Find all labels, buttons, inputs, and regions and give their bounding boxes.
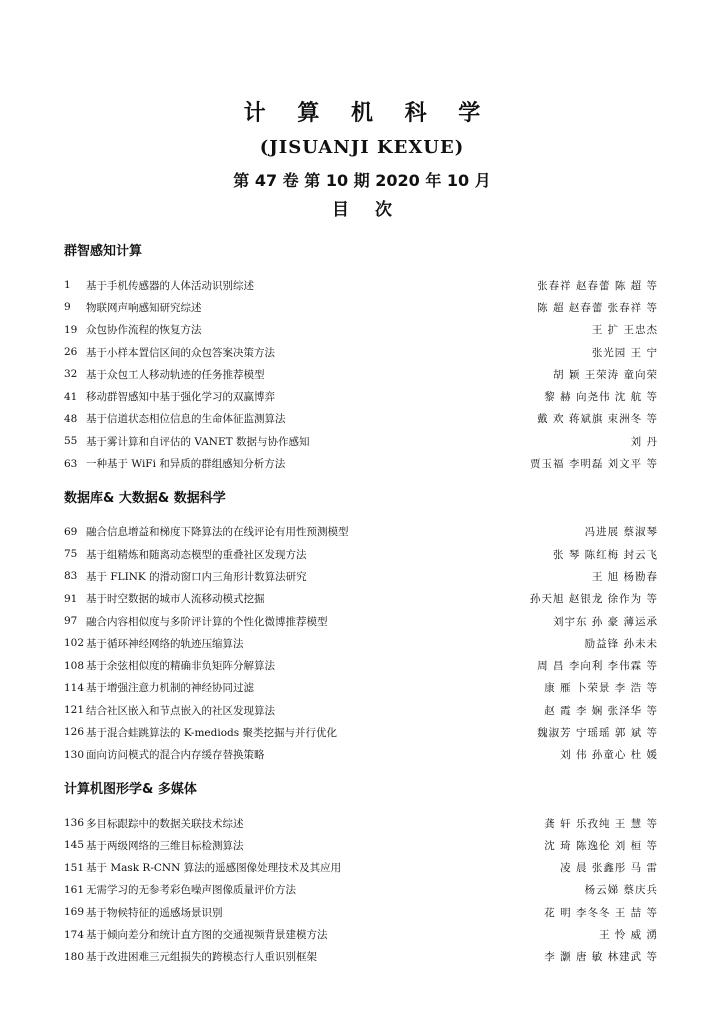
entry-title: 物联网声响感知研究综述 <box>86 301 202 314</box>
entry-title: 基于众包工人移动轨迹的任务推荐模型 <box>86 368 265 381</box>
toc-entry[interactable] <box>64 677 658 699</box>
entry-page-number: 114 <box>64 681 85 694</box>
entry-title: 基于雾计算和自评估的 VANET 数据与协作感知 <box>86 435 310 448</box>
entry-authors: 魏淑芳 宁瑶瑶 郭 斌 等 <box>537 726 658 739</box>
journal-header <box>0 96 724 220</box>
entry-title: 基于 FLINK 的滑动窗口内三角形计数算法研究 <box>86 570 307 583</box>
entry-authors: 王 怜 威 湧 <box>598 929 658 942</box>
entry-title: 基于余弦相似度的精确非负矩阵分解算法 <box>86 660 275 673</box>
entry-page-number: 9 <box>64 301 71 314</box>
toc-entry[interactable] <box>64 744 658 766</box>
entry-page-number: 169 <box>64 906 85 919</box>
entry-page-number: 41 <box>64 390 78 403</box>
entry-title: 基于小样本置信区间的众包答案决策方法 <box>86 346 275 359</box>
toc-entry[interactable] <box>64 879 658 901</box>
entry-title: 基于混合蛙跳算法的 K-mediods 聚类挖掘与并行优化 <box>86 726 337 739</box>
entry-page-number: 91 <box>64 592 78 605</box>
toc-entry[interactable] <box>64 901 658 923</box>
entry-page-number: 75 <box>64 548 78 561</box>
toc-entry[interactable] <box>64 610 658 632</box>
toc-entry[interactable] <box>64 632 658 654</box>
entry-page-number: 102 <box>64 637 85 650</box>
entry-title: 面向访问模式的混合内存缓存替换策略 <box>86 749 265 762</box>
toc-entry[interactable] <box>64 946 658 968</box>
entry-title: 一种基于 WiFi 和异质的群组感知分析方法 <box>86 458 286 471</box>
entry-authors: 刘宇东 孙 豪 薄运承 <box>552 615 658 628</box>
entry-page-number: 126 <box>64 726 85 739</box>
section-title: 数据库& 大数据& 数据科学 <box>64 490 226 506</box>
entry-page-number: 121 <box>64 704 85 717</box>
entry-title: 基于时空数据的城市人流移动模式挖掘 <box>86 593 265 606</box>
entry-title: 融合信息增益和梯度下降算法的在线评论有用性预测模型 <box>86 526 349 539</box>
entry-page-number: 180 <box>64 950 85 963</box>
entry-title: 众包协作流程的恢复方法 <box>86 324 202 337</box>
journal-pinyin-title: (JISUANJI KEXUE) <box>259 137 465 158</box>
entry-page-number: 19 <box>64 323 78 336</box>
toc-section <box>64 242 658 475</box>
entry-authors: 贾玉福 李明磊 刘文平 等 <box>529 458 658 471</box>
entry-authors: 戴 欢 蒋斌旗 束洲冬 等 <box>537 413 658 426</box>
toc-entry[interactable] <box>64 385 658 407</box>
entry-page-number: 136 <box>64 817 85 830</box>
toc-heading: 目 次 <box>332 200 402 220</box>
entry-authors: 孙天旭 赵银龙 徐作为 等 <box>529 593 658 606</box>
entry-page-number: 48 <box>64 412 78 425</box>
entry-title: 移动群智感知中基于强化学习的双赢博弈 <box>86 391 275 404</box>
entry-authors: 赵 霞 李 娴 张泽华 等 <box>544 704 658 717</box>
entry-authors: 王 旭 杨勘春 <box>591 570 658 583</box>
toc-section <box>64 780 658 968</box>
entry-authors: 黎 赫 向尧伟 沈 航 等 <box>544 391 658 404</box>
entry-page-number: 83 <box>64 570 78 583</box>
entry-authors: 花 明 李冬冬 王 喆 等 <box>544 906 658 919</box>
toc-entry[interactable] <box>64 296 658 318</box>
entry-authors: 刘 伟 孙童心 杜 媛 <box>560 749 658 762</box>
table-of-contents <box>64 242 658 982</box>
entry-title: 基于手机传感器的人体活动识别综述 <box>86 279 254 292</box>
entry-authors: 李 灏 唐 敏 林建武 等 <box>544 951 658 964</box>
toc-entry[interactable] <box>64 923 658 945</box>
entry-authors: 胡 颖 王荣涛 童向荣 <box>552 368 658 381</box>
entry-page-number: 145 <box>64 839 85 852</box>
toc-entry[interactable] <box>64 363 658 385</box>
entry-authors: 张 琴 陈红梅 封云飞 <box>552 548 658 561</box>
entry-authors: 王 扩 王忠杰 <box>591 324 658 337</box>
entry-title: 多目标跟踪中的数据关联技术综述 <box>86 817 244 830</box>
entry-title: 基于增强注意力机制的神经协同过滤 <box>86 682 254 695</box>
entry-title: 融合内容相似度与多阶评计算的个性化微博推荐模型 <box>86 615 328 628</box>
entry-page-number: 151 <box>64 861 85 874</box>
toc-entry[interactable] <box>64 834 658 856</box>
entry-page-number: 1 <box>64 279 71 292</box>
entry-page-number: 174 <box>64 928 85 941</box>
entry-title: 基于信道状态相位信息的生命体征监测算法 <box>86 413 286 426</box>
toc-entry[interactable] <box>64 857 658 879</box>
entry-title: 基于倾向差分和统计直方图的交通视频背景建模方法 <box>86 929 328 942</box>
entry-page-number: 108 <box>64 659 85 672</box>
entry-title: 基于 Mask R-CNN 算法的遥感图像处理技术及其应用 <box>86 862 342 875</box>
section-title: 群智感知计算 <box>64 244 143 259</box>
issue-info: 第 47 卷 第 10 期 2020 年 10 月 <box>233 171 491 190</box>
toc-entry[interactable] <box>64 699 658 721</box>
entry-authors: 杨云娣 蔡庆兵 <box>584 884 658 897</box>
toc-entry[interactable] <box>64 588 658 610</box>
entry-authors: 康 雁 卜荣景 李 浩 等 <box>544 682 658 695</box>
entry-title: 无需学习的无参考彩色噪声图像质量评价方法 <box>86 884 296 897</box>
toc-entry[interactable] <box>64 565 658 587</box>
toc-entry[interactable] <box>64 274 658 296</box>
entry-authors: 周 昌 李向利 李伟霖 等 <box>537 660 658 673</box>
entry-authors: 刘 丹 <box>630 435 658 448</box>
entry-page-number: 55 <box>64 435 78 448</box>
entry-page-number: 69 <box>64 525 78 538</box>
entry-page-number: 130 <box>64 748 85 761</box>
toc-section <box>64 489 658 766</box>
entry-authors: 张春祥 赵春蕾 陈 超 等 <box>537 279 658 292</box>
entry-page-number: 161 <box>64 883 85 896</box>
toc-entry[interactable] <box>64 812 658 834</box>
toc-entry[interactable] <box>64 721 658 743</box>
toc-entry[interactable] <box>64 341 658 363</box>
entry-title: 基于循环神经网络的轨迹压缩算法 <box>86 637 244 650</box>
toc-entry[interactable] <box>64 521 658 543</box>
entry-authors: 龚 轩 乐孜纯 王 慧 等 <box>544 817 658 830</box>
section-title: 计算机图形学& 多媒体 <box>64 781 197 797</box>
journal-title: 计 算 机 科 学 <box>243 100 493 126</box>
entry-title: 结合社区嵌入和节点嵌入的社区发现算法 <box>86 704 275 717</box>
entry-page-number: 26 <box>64 346 78 359</box>
entry-authors: 张光园 王 宁 <box>591 346 658 359</box>
entry-title: 基于组精炼和随离动态模型的重叠社区发现方法 <box>86 548 307 561</box>
entry-title: 基于物候特征的遥感场景识别 <box>86 906 223 919</box>
toc-entry[interactable] <box>64 452 658 474</box>
toc-entry[interactable] <box>64 319 658 341</box>
toc-entry[interactable] <box>64 543 658 565</box>
toc-entry[interactable] <box>64 430 658 452</box>
entry-authors: 陈 超 赵春蕾 张春祥 等 <box>537 301 658 314</box>
entry-authors: 沈 琦 陈逸伦 刘 桓 等 <box>544 839 658 852</box>
toc-entry[interactable] <box>64 408 658 430</box>
entry-authors: 励益锋 孙未未 <box>584 637 658 650</box>
entry-page-number: 97 <box>64 615 78 627</box>
entry-title: 基于两级网络的三维目标检测算法 <box>86 839 244 852</box>
entry-page-number: 63 <box>64 457 78 470</box>
entry-authors: 冯进展 蔡淑琴 <box>584 526 658 539</box>
entry-authors: 凌 晨 张鑫彤 马 雷 <box>560 862 658 875</box>
entry-page-number: 32 <box>64 368 78 381</box>
entry-title: 基于改进困难三元组损失的跨模态行人重识别框架 <box>86 951 317 964</box>
toc-entry[interactable] <box>64 654 658 676</box>
